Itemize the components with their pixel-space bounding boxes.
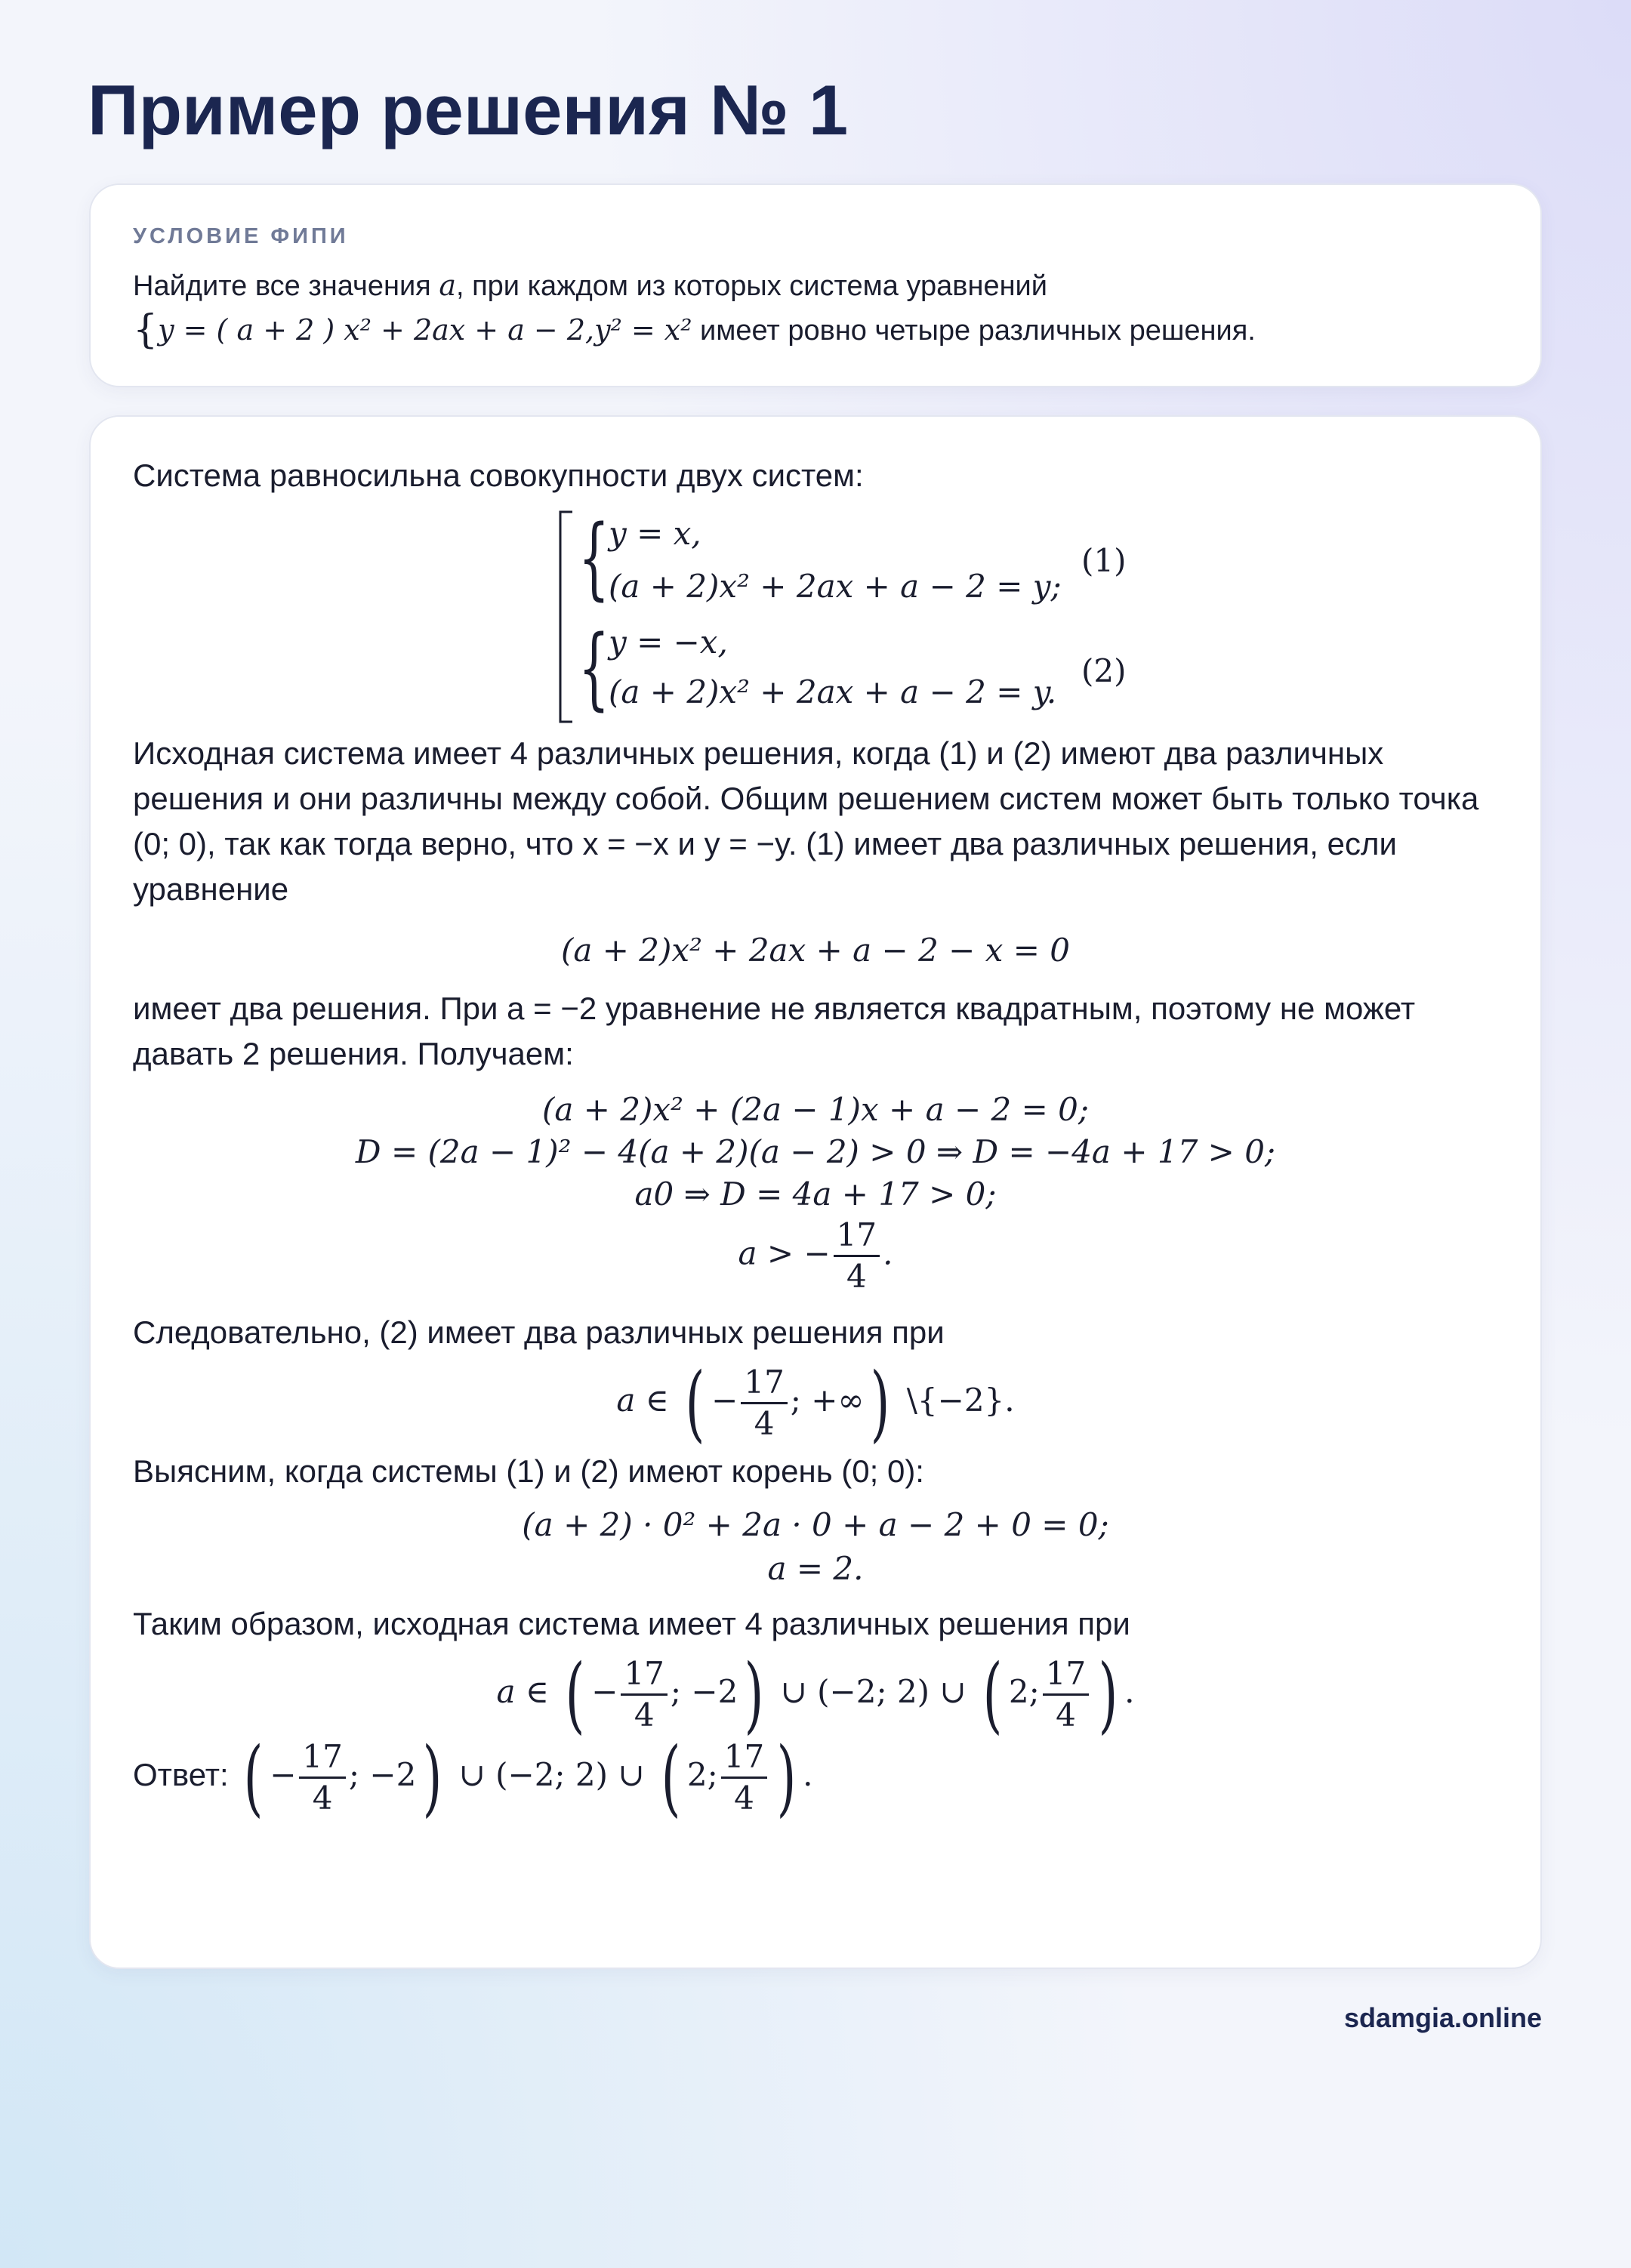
system1-line2: (a + 2)x² + 2ax + a − 2 = y; <box>609 568 1062 605</box>
system1-line1: y = x, <box>609 515 701 552</box>
paragraph-2: имеет два решения. При a = −2 уравнение не является квадратным, поэтому не может давать 2 решения. Получаем: <box>133 991 1416 1071</box>
final-fraction-2 <box>1043 1654 1089 1735</box>
set1-right: \{−2}. <box>906 1382 1015 1419</box>
final-set <box>133 1646 1498 1743</box>
fraction-17-4 <box>834 1216 880 1296</box>
final-end: . <box>1124 1673 1135 1710</box>
set1-left: a ∈ <box>616 1382 669 1419</box>
final-p1: − <box>591 1673 618 1710</box>
final-numerator-1: 17 <box>621 1654 667 1696</box>
condition-card <box>89 183 1542 387</box>
right-paren: ) <box>871 1354 890 1451</box>
answer-numerator-1: 17 <box>299 1737 345 1779</box>
solution-card <box>89 415 1542 1969</box>
left-paren: ( <box>685 1354 705 1451</box>
calculation-block <box>133 1089 1498 1296</box>
final-denominator-1: 4 <box>634 1696 655 1733</box>
calc-line-1: (a + 2)x² + (2a − 1)x + a − 2 = 0; <box>542 1091 1089 1128</box>
equation-1: (a + 2)x² + 2ax + a − 2 − x = 0 <box>560 932 1071 969</box>
calc-line-2: D = (2a − 1)² − 4(a + 2)(a − 2) > 0 ⇒ D = −4a + 17 > 0; <box>355 1133 1276 1170</box>
condition-text <box>133 263 1498 353</box>
system2-line1: y = −x, <box>609 624 728 661</box>
square-bracket <box>556 510 578 723</box>
left-paren: ( <box>982 1646 1003 1743</box>
system1-brace: { <box>578 505 610 609</box>
system2-number: (2) <box>1081 652 1127 689</box>
paragraph-3: Следовательно, (2) имеет два различных решения при <box>133 1314 945 1350</box>
set1-numerator: 17 <box>741 1363 787 1404</box>
answer-fraction-1 <box>299 1737 345 1818</box>
site-footer[interactable]: sdamgia.online <box>1343 2002 1542 2033</box>
calc-line-4 <box>133 1216 1498 1296</box>
answer-mid: ∪ (−2; 2) ∪ <box>458 1756 645 1793</box>
final-mid: ∪ (−2; 2) ∪ <box>780 1673 967 1710</box>
answer-label: Ответ: <box>133 1757 229 1792</box>
answer-p2: 2; <box>686 1756 718 1793</box>
check-line-1: (a + 2) · 0² + 2a · 0 + a − 2 + 0 = 0; <box>522 1506 1109 1543</box>
condition-brace: { <box>133 307 159 353</box>
paragraph-4: Выясним, когда системы (1) и (2) имеют корень (0; 0): <box>133 1453 924 1489</box>
final-p1-end: ; −2 <box>670 1673 738 1710</box>
answer-p1: − <box>270 1756 297 1793</box>
answer-fraction-2 <box>721 1737 767 1818</box>
fraction-denominator: 4 <box>846 1258 867 1295</box>
systems-collection <box>133 504 1498 723</box>
condition-label: УСЛОВИЕ ФИПИ <box>133 224 349 248</box>
answer-expression <box>237 1729 813 1826</box>
left-paren: ( <box>565 1646 585 1743</box>
answer-p1-end: ; −2 <box>348 1756 417 1793</box>
answer-denominator-2: 4 <box>734 1779 754 1817</box>
page-title: Пример решения № 1 <box>88 70 849 149</box>
condition-text-3: имеет ровно четыре различных решения. <box>692 315 1256 347</box>
calc-line-3: a0 ⇒ D = 4a + 17 > 0; <box>634 1176 997 1213</box>
answer-numerator-2: 17 <box>721 1737 767 1779</box>
set1-fraction <box>741 1363 787 1444</box>
paragraph-1: Исходная система имеет 4 различных решения, когда (1) и (2) имеют два различных решения и они различны между собой. Общим решением систем может быть только точка (0; 0), так как тогда верно, что x = −x и y = −y. (1) имеет два различных решения, если уравнение <box>133 735 1479 907</box>
set-1 <box>133 1354 1498 1451</box>
final-left: a ∈ <box>496 1673 549 1710</box>
condition-text-1: Найдите все значения <box>133 270 431 302</box>
system1-number: (1) <box>1081 542 1127 579</box>
check-block <box>133 1503 1498 1591</box>
final-denominator-2: 4 <box>1056 1696 1076 1733</box>
right-paren: ) <box>744 1646 764 1743</box>
set1-inner-right: ; +∞ <box>790 1382 865 1419</box>
system2-line2: (a + 2)x² + 2ax + a − 2 = y. <box>609 673 1057 710</box>
solution-intro: Система равносильна совокупности двух систем: <box>133 458 864 493</box>
fraction-numerator: 17 <box>834 1216 880 1257</box>
final-fraction-1 <box>621 1654 667 1735</box>
calc4-left: a > − <box>738 1234 831 1272</box>
final-numerator-2: 17 <box>1043 1654 1089 1696</box>
check-line-2: a = 2. <box>767 1550 864 1587</box>
answer-end: . <box>803 1756 813 1793</box>
answer-denominator-1: 4 <box>312 1779 333 1817</box>
left-paren: ( <box>661 1729 681 1826</box>
condition-text-2: , при каждом из которых система уравнений <box>455 270 1048 302</box>
condition-system: y = ( a + 2 ) x² + 2ax + a − 2,y² = x² <box>158 313 692 347</box>
right-paren: ) <box>422 1729 442 1826</box>
right-paren: ) <box>1098 1646 1118 1743</box>
set1-denominator: 4 <box>754 1404 775 1442</box>
system2-brace: { <box>578 615 610 720</box>
answer-line <box>133 1729 1498 1826</box>
left-paren: ( <box>243 1729 264 1826</box>
right-paren: ) <box>776 1729 797 1826</box>
condition-var-a: a <box>439 269 456 302</box>
final-p2: 2; <box>1008 1673 1040 1710</box>
calc4-right: . <box>883 1234 893 1272</box>
set1-minus: − <box>711 1382 738 1419</box>
paragraph-5: Таким образом, исходная система имеет 4 различных решения при <box>133 1606 1130 1641</box>
